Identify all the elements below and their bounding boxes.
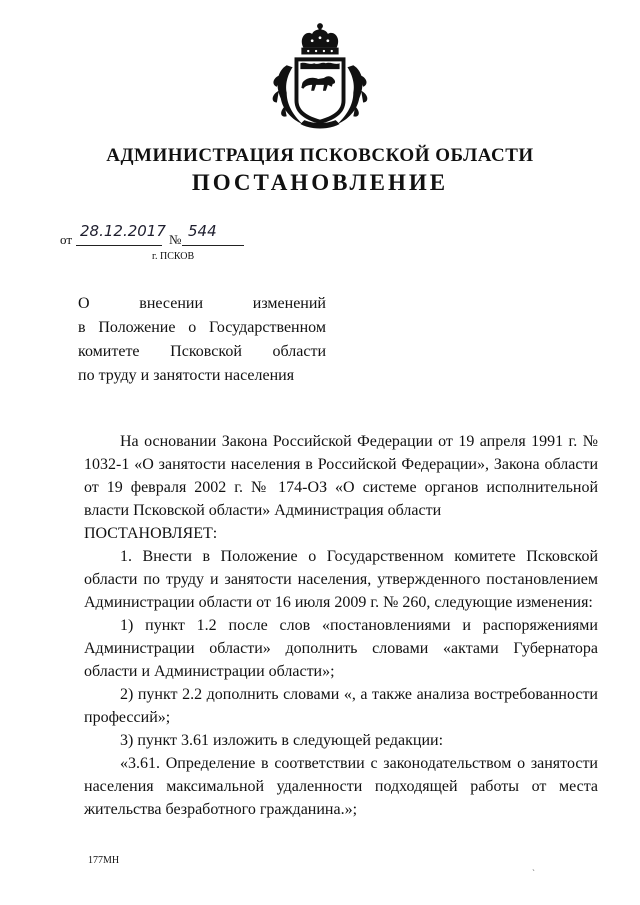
subject-line: в Положение о Государственном bbox=[78, 319, 326, 336]
subitem-2-paragraph: 2) пункт 2.2 дополнить словами «, а также анализа востребованности профессий»; bbox=[84, 686, 598, 726]
date-underline bbox=[76, 245, 162, 246]
quoted-clause-paragraph: «3.61. Определение в соответствии с законодательством о занятости населения максимальной удаленности подходящей работы от места жительства безработного гражданина.»; bbox=[84, 755, 598, 818]
number-underline bbox=[182, 245, 244, 246]
number-prefix: № bbox=[169, 232, 182, 247]
pskov-coat-of-arms-icon bbox=[271, 22, 369, 132]
document-subject bbox=[78, 292, 326, 388]
subject-line: О внесении изменений bbox=[78, 295, 326, 312]
city: г. ПСКОВ bbox=[152, 251, 195, 262]
subject-line: по труду и занятости населения bbox=[78, 367, 295, 384]
document-code: 177МН bbox=[88, 855, 120, 866]
document-body bbox=[84, 430, 598, 821]
subject-line: комитете Псковской области bbox=[78, 343, 326, 360]
organization-title: АДМИНИСТРАЦИЯ ПСКОВСКОЙ ОБЛАСТИ bbox=[106, 145, 534, 166]
item-1-paragraph: 1. Внести в Положение о Государственном комитете Псковской области по труду и занятости населения, утвержденного постановлением Администрации области от 16 июля 2009 г. № 260, следующие изменения: bbox=[84, 548, 598, 611]
document-number: 544 bbox=[188, 222, 217, 240]
subitem-3-paragraph: 3) пункт 3.61 изложить в следующей редакции: bbox=[120, 732, 444, 749]
document-date: 28.12.2017 bbox=[80, 222, 166, 240]
subitem-1-paragraph: 1) пункт 1.2 после слов «постановлениями и распоряжениями Администрации области» дополнить словами «актами Губернатора области и Администрации области»; bbox=[84, 617, 598, 680]
scan-mark: ` bbox=[532, 868, 535, 878]
decree-word: ПОСТАНОВЛЯЕТ: bbox=[84, 525, 218, 542]
preamble-paragraph: На основании Закона Российской Федерации от 19 апреля 1991 г. № 1032-1 «О занятости населения в Российской Федерации», Закона области от 19 февраля 2002 г. № 174-ОЗ «О системе органов исполнительной власти Псковской области» Администрация области bbox=[84, 433, 598, 519]
date-prefix: от bbox=[60, 232, 73, 247]
document-type: ПОСТАНОВЛЕНИЕ bbox=[191, 170, 449, 195]
